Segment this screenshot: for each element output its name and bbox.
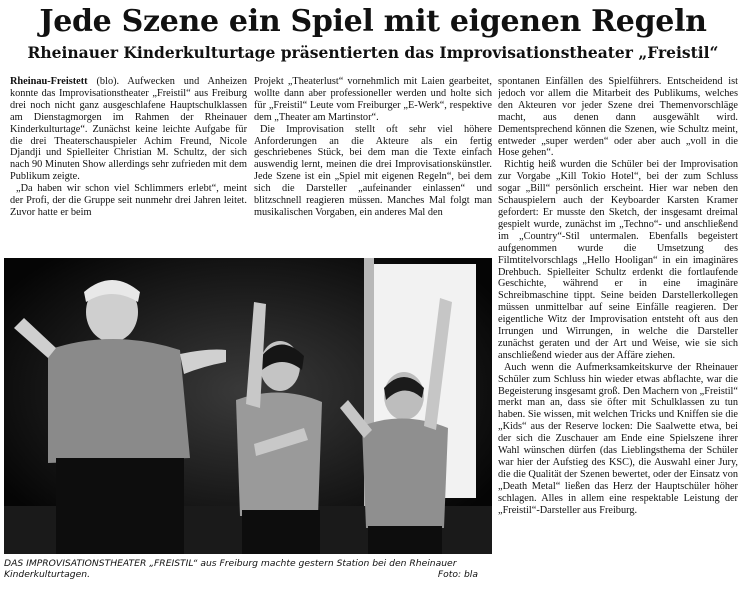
paragraph bbox=[10, 76, 247, 183]
stage-photo bbox=[4, 258, 492, 554]
photo-caption bbox=[4, 558, 492, 580]
caption-text: DAS IMPROVISATIONSTHEATER „FREISTIL“ aus Freiburg machte gestern Station bei den Rheinauer Kinderkulturtagen. bbox=[4, 558, 457, 580]
article-column-3 bbox=[498, 76, 738, 590]
paragraph: „Da haben wir schon viel Schlimmers erlebt“, meint der Profi, der die Gruppe seit nunmehr drei Jahren leitet. Zuvor hatte er beim bbox=[10, 183, 247, 218]
photo-credit: Foto: bla bbox=[437, 569, 478, 580]
dateline: Rheinau-Freistett bbox=[10, 76, 88, 87]
subheadline: Rheinauer Kinderkulturtage präsentierten das Improvisationstheater „Freistil“ bbox=[27, 43, 719, 62]
paragraph: spontanen Einfällen des Spielführers. Entscheidend ist jedoch vor allem die Mitarbeit des Publikums, welches den Akteuren vor jeder Szene drei Themenvorschläge macht, aus denen dann ausgewählt wird. Dementsprechend können die Szenen, wie Schultz meint, entweder „super werden“ oder aber auch „voll in die Hose gehen“. bbox=[498, 76, 738, 159]
paragraph: Projekt „Theaterlust“ vornehmlich mit Laien gearbeitet, wollte dann aber professioneller werden und holte sich für „Freistil“ Leute vom Freiburger „E-Werk“, respektive dem „Theater am Martinstor“. bbox=[254, 76, 492, 123]
article-column-1 bbox=[10, 76, 247, 219]
paragraph-text: (blo). Aufwecken und Anheizen konnte das Improvisationstheater „Freistil“ aus Freiburg drei noch nicht ganz ausgeschlafene Hauptschulklassen am Dienstagmorgen im Rahmen der Rheinauer Kinderkulturtage“. Zunächst keine leichte Aufgabe für die drei Theaterschauspieler Achim Freund, Nicole Djandji und Spielleiter Christian M. Schultz, der sich nach 90 Minuten Show allerdings sehr zufrieden mit dem Publikum zeigte. bbox=[10, 76, 248, 183]
paragraph: Auch wenn die Aufmerksamkeitskurve der Rheinauer Schüler zum Schluss hin wieder etwas abflachte, war die Begeisterung insgesamt groß. Den Machern von „Freistil“ merkt man an, dass sie öfter mit Schulklassen zu tun haben. Sie wissen, mit welchen Tricks und Kniffen sie die „Kids“ aus der Reserve locken: Die Saalwette etwa, bei der sich die Zuschauer am Ende eine Spielszene ihrer Wahl wünschen dürfen (das Lieblingsthema der Schüler war hier der Aufstieg des KSC), die Auswahl einer Jury, die die Qualität der Szenen bewertet, oder der Einsatz von „Death Metal“ ließen das Herz der Hauptschüler höher schlagen. Alles in allem eine respektable Leistung der „Freistil“-Darsteller aus Freiburg. bbox=[498, 361, 738, 516]
stage-photo-illustration bbox=[4, 258, 492, 554]
paragraph: Richtig heiß wurden die Schüler bei der Improvisation zur Vorgabe „Kill Tokio Hotel“, bei der zum Schluss sogar „Bill“ persönlich erscheint. Hier war neben den Schauspielern auch der Keyboarder Karsten Kramer gefordert: Er musste den Sketch, der insgesamt dreimal gespielt wurde, zunächst im „Techno“- und anschließend im „Country“-Stil untermalen. Ebenfalls begeistert aufgenommen wurde die Umsetzung des Filmtitelvorschlags „Hello Hooligan“ in ein imaginäres Drehbuch. Spielleiter Schultz erdenkt die fortlaufende Geschichte, während er in eine imaginäre Schreibmaschine tippt. Seine beiden Darstellerkollegen müssen unmittelbar auf seine Einfälle reagieren. Der eigentliche Witz der Improvisation entsteht oft aus den Irrungen und Wirrungen, in welche die Darsteller zunächst geraten und der Art und Weise, wie sie sich anschließend wieder aus der Affäre ziehen. bbox=[498, 159, 738, 361]
article-column-2 bbox=[254, 76, 492, 219]
paragraph: Die Improvisation stellt oft sehr viel höhere Anforderungen an die Akteure als ein fertig geschriebenes Stück, bei dem man die Texte einfach auswendig lernt, meinen die drei Improvisationskünstler. Jede Szene ist ein „Spiel mit eigenen Regeln“, bei dem sich die Darsteller „aufeinander einlassen“ und blitzschnell reagieren müssen. Manches Mal folgt man musikalischen Vorgaben, ein anderes Mal den bbox=[254, 123, 492, 218]
headline: Jede Szene ein Spiel mit eigenen Regeln bbox=[39, 4, 707, 39]
